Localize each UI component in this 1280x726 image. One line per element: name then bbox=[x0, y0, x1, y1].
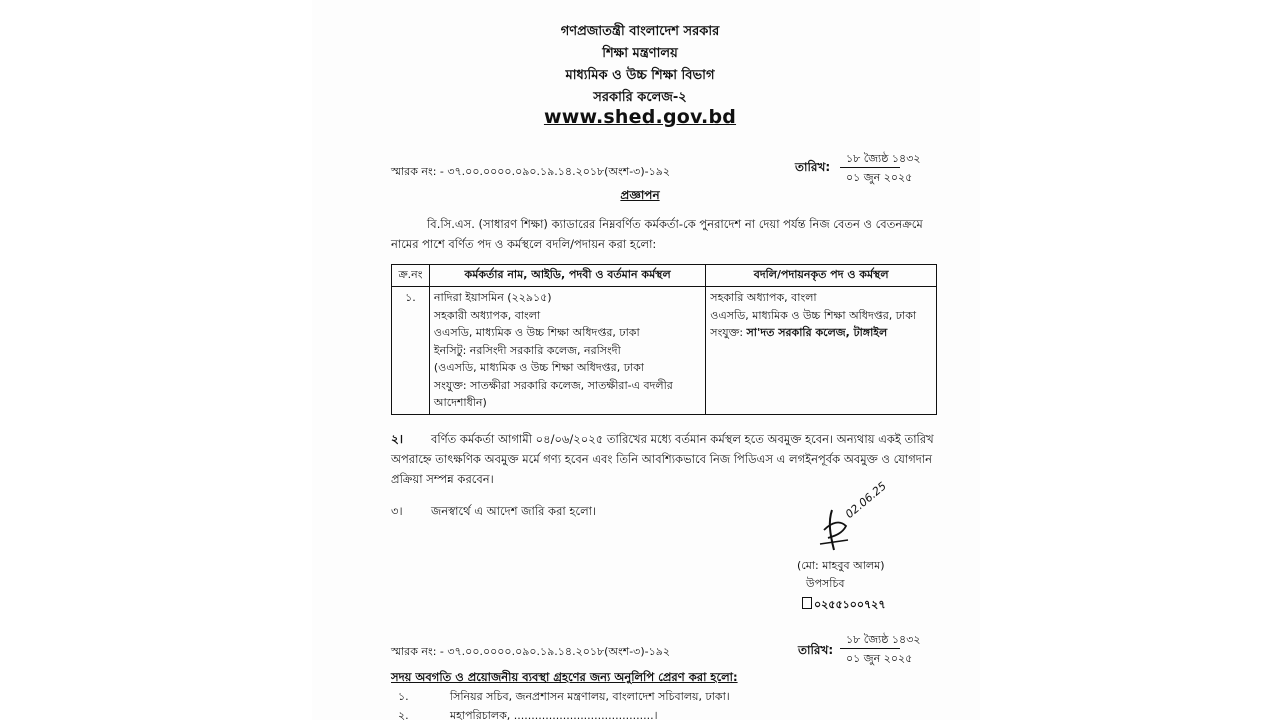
memo2-date-bangla: ১৮ জ্যৈষ্ঠ ১৪৩২ bbox=[846, 633, 921, 646]
para2-text: বর্ণিত কর্মকর্তা আগামী ০৪/০৬/২০২৫ তারিখের মধ্যে বর্তমান কর্মস্থল হতে অবমুক্ত হবেন। অন্যথায় একই তারিখ অপরাহ্নে তাৎক্ষণিক অবমুক্ত মর্মে গণ্য হবেন এবং তিনি আবশ্যিকভাবে নিজ পিডিএস এ লগইনপূর্বক অবমুক্ত ও যোগদান প্রক্রিয়া সম্পন্ন করবেন। bbox=[391, 432, 934, 486]
date-bangla: ১৮ জ্যৈষ্ঠ ১৪৩২ bbox=[846, 152, 921, 165]
new-posting-cell bbox=[706, 287, 937, 415]
memo2-date-english: ০১ জুন ২০২৫ bbox=[846, 652, 913, 665]
date-english: ০১ জুন ২০২৫ bbox=[846, 171, 913, 184]
copy-item-2-num: ২. bbox=[398, 709, 409, 722]
new-osd: ওএসডি, মাধ্যমিক ও উচ্চ শিক্ষা অধিদপ্তর, ঢাকা bbox=[710, 308, 917, 322]
table-header-row bbox=[392, 265, 937, 287]
date-divider bbox=[840, 167, 900, 168]
para3-number: ৩। bbox=[391, 504, 403, 518]
current-posting-cell bbox=[429, 287, 705, 415]
para2-number: ২। bbox=[391, 432, 404, 446]
intro-paragraph: বি.সি.এস. (সাধারণ শিক্ষা) ক্যাডারের নিম্নবর্ণিত কর্মকর্তা-কে পুনরাদেশ না দেয়া পর্যন্ত নিজ বেতন ও বেতনক্রমে নামের পাশে বর্ণিত পদ ও কর্মস্থলে বদলি/পদায়ন করা হলো: bbox=[391, 217, 923, 251]
copy-item-1-num: ১. bbox=[398, 690, 409, 703]
col-header-current: কর্মকর্তার নাম, আইডি, পদবী ও বর্তমান কর্মস্থল bbox=[429, 265, 705, 287]
col-header-new: বদলি/পদায়নকৃত পদ ও কর্মস্থল bbox=[706, 265, 937, 287]
officer-note-2: সংযুক্ত: সাতক্ষীরা সরকারি কলেজ, সাতক্ষীরা-এ বদলীর bbox=[433, 378, 673, 392]
officer-name: নাদিরা ইয়াসমিন (২২৯১৫) bbox=[433, 291, 552, 304]
header-division: মাধ্যমিক ও উচ্চ শিক্ষা বিভাগ bbox=[565, 68, 715, 83]
col-header-serial: ক্র.নং bbox=[392, 265, 430, 287]
memo-ref: স্মারক নং: - ৩৭.০০.০০০০.০৯০.১৯.১৪.২০১৮(অংশ-৩)-১৯২ bbox=[391, 165, 671, 178]
officer-note-1: (ওএসডি, মাধ্যমিক ও উচ্চ শিক্ষা অধিদপ্তর, ঢাকা bbox=[433, 361, 644, 374]
signatory-phone: ০২৫৫১০০৭২৭ bbox=[814, 598, 886, 611]
header-ministry: শিক্ষা মন্ত্রণালয় bbox=[602, 46, 678, 61]
new-designation: সহকারি অধ্যাপক, বাংলা bbox=[710, 291, 817, 304]
officer-note-3: আদেশাধীন) bbox=[433, 396, 487, 409]
copy-item-2-text: মহাপরিচালক, ........................................। bbox=[450, 709, 658, 722]
signature-date: 02.06.25 bbox=[843, 479, 889, 521]
officer-osd: ওএসডি, মাধ্যমিক ও উচ্চ শিক্ষা অধিদপ্তর, ঢাকা bbox=[433, 326, 640, 339]
officer-insitu: ইনসিটু: নরসিংদী সরকারি কলেজ, নরসিংদী bbox=[433, 343, 621, 357]
signatory-name: (মো: মাহবুব আলম) bbox=[797, 559, 885, 572]
para3-text: জনস্বার্থে এ আদেশ জারি করা হলো। bbox=[431, 504, 597, 518]
memo2-date-divider bbox=[840, 648, 900, 649]
new-attach-value: সা'দত সরকারি কলেজ, টাঙ্গাইল bbox=[746, 326, 888, 339]
new-attach-label: সংযুক্ত: bbox=[710, 326, 744, 339]
header-government: গণপ্রজাতন্ত্রী বাংলাদেশ সরকার bbox=[560, 24, 720, 39]
memo2-date-label: তারিখ: bbox=[798, 643, 834, 657]
table-row bbox=[392, 287, 937, 415]
memo2-ref: স্মারক নং: - ৩৭.০০.০০০০.০৯০.১৯.১৪.২০১৮(অংশ-৩)-১৯২ bbox=[391, 645, 671, 658]
signatory-phone-line bbox=[802, 596, 885, 615]
row-serial: ১. bbox=[392, 287, 430, 415]
copy-item-1-text: সিনিয়র সচিব, জনপ্রশাসন মন্ত্রণালয়, বাংলাদেশ সচিবালয়, ঢাকা। bbox=[450, 690, 730, 703]
phone-icon bbox=[802, 597, 812, 609]
document-title: প্রজ্ঞাপন bbox=[620, 188, 660, 202]
new-attachment bbox=[710, 324, 932, 342]
date-label: তারিখ: bbox=[795, 160, 831, 174]
signatory-designation: উপসচিব bbox=[806, 577, 845, 590]
transfer-table bbox=[391, 264, 937, 415]
header-section: সরকারি কলেজ-২ bbox=[593, 90, 687, 105]
header-website: www.shed.gov.bd bbox=[543, 106, 737, 128]
copy-heading: সদয় অবগতি ও প্রয়োজনীয় ব্যবস্থা গ্রহণের জন্য অনুলিপি প্রেরণ করা হলো: bbox=[391, 670, 738, 684]
officer-designation: সহকারী অধ্যাপক, বাংলা bbox=[433, 308, 541, 322]
